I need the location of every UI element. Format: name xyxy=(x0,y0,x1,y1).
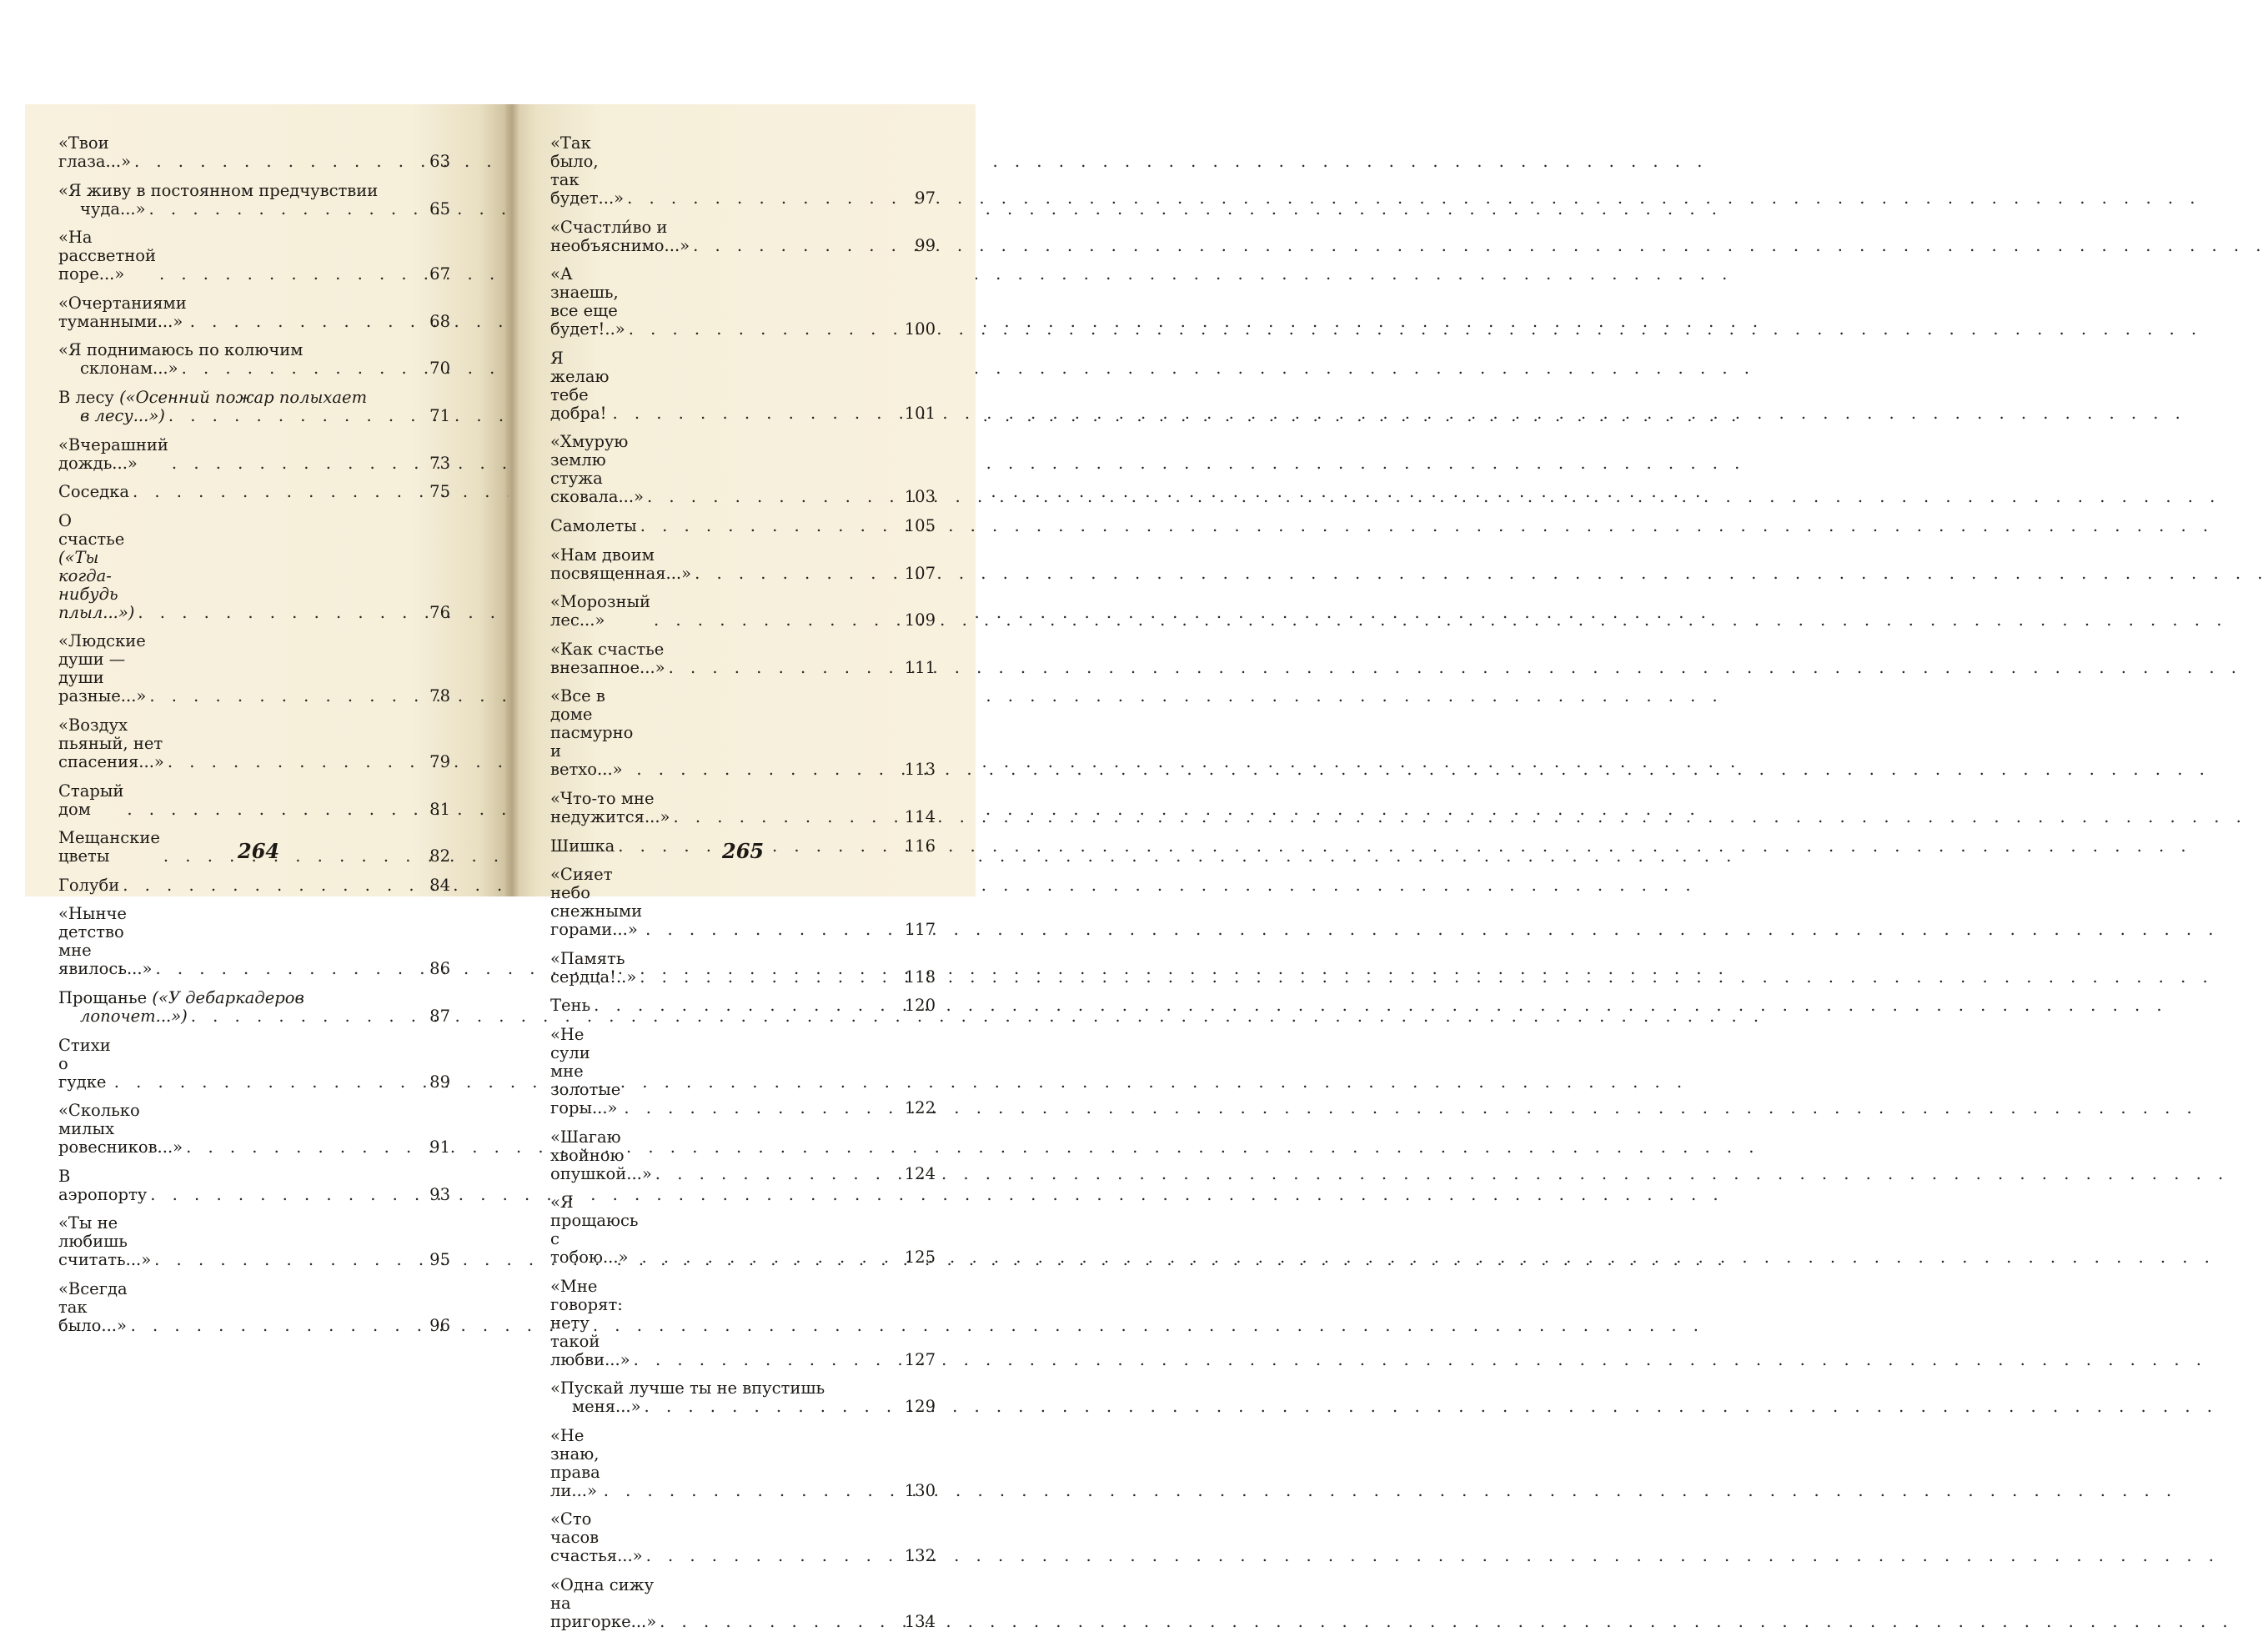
toc-page-number: 65 xyxy=(429,198,450,218)
toc-entry-title xyxy=(58,1167,147,1204)
toc-title-text: «Сто часов счастья...» xyxy=(550,1509,643,1566)
dot-leader xyxy=(643,1547,2220,1565)
toc-entry-text xyxy=(550,866,892,939)
toc-entry-title xyxy=(58,632,146,706)
toc-entry-text xyxy=(58,436,407,473)
toc-entry xyxy=(550,866,936,939)
toc-page-number: 114 xyxy=(904,806,936,826)
toc-entry xyxy=(58,512,450,622)
page-number-right: 265 xyxy=(722,839,765,863)
toc-entry-title xyxy=(58,782,123,819)
toc-title-text: «Ты не любишь считать...» xyxy=(58,1213,152,1270)
toc-title-text: Тень xyxy=(550,996,591,1016)
toc-title-text: «Людские души — души разные...» xyxy=(58,631,147,706)
toc-title-text: «Не сули мне золотые горы...» xyxy=(550,1024,621,1117)
toc-entry-text xyxy=(550,546,892,583)
toc-entry-text xyxy=(58,632,407,706)
toc-entry xyxy=(58,632,450,706)
toc-entry-title xyxy=(550,433,644,506)
toc-title-text: В аэропорту xyxy=(58,1166,148,1204)
toc-entry-title xyxy=(550,1278,630,1369)
toc-entry-title xyxy=(550,593,650,630)
toc-entry xyxy=(550,687,936,779)
toc-entry xyxy=(550,1193,936,1267)
toc-title-italic: («Осенний пожар полыхает xyxy=(119,387,368,407)
toc-entry-text xyxy=(58,134,407,171)
toc-entry xyxy=(550,546,936,583)
toc-continuation-line xyxy=(550,1398,892,1416)
right-page xyxy=(509,104,976,1632)
toc-entry-text xyxy=(550,1193,892,1267)
toc-title-text: «Одна сижу на пригорке...» xyxy=(550,1575,657,1632)
toc-entry-title xyxy=(550,1510,643,1565)
toc-entry xyxy=(58,1280,450,1335)
toc-page-number: 95 xyxy=(429,1250,450,1270)
toc-title-text: «Я поднимаюсь по колючим xyxy=(58,340,304,360)
toc-entry-text xyxy=(550,134,892,208)
toc-title-text: «Всегда так было...» xyxy=(58,1278,128,1335)
toc-page-number: 86 xyxy=(429,959,450,979)
toc-entry-text xyxy=(58,876,407,895)
toc-entry-title xyxy=(550,1427,600,1500)
toc-page-number: 70 xyxy=(429,359,450,379)
dot-leader xyxy=(636,968,2213,987)
toc-page-number: 109 xyxy=(904,610,936,630)
toc-entry-text xyxy=(58,989,407,1026)
toc-entry-text xyxy=(550,997,892,1015)
dot-leader xyxy=(624,189,2200,208)
dot-leader xyxy=(590,997,2167,1015)
toc-page-number: 105 xyxy=(904,515,936,535)
toc-entry-text xyxy=(550,1427,892,1500)
toc-title-text: Старый дом xyxy=(58,781,124,819)
toc-entry xyxy=(550,1278,936,1369)
dot-leader xyxy=(615,837,2191,856)
toc-title-text: «Счастли́во и необъяснимо...» xyxy=(550,217,690,255)
toc-page-number: 132 xyxy=(904,1546,936,1566)
toc-entry-text xyxy=(58,1214,407,1269)
toc-entry-title xyxy=(550,687,633,779)
toc-entry-text xyxy=(550,950,892,987)
toc-page-number: 73 xyxy=(429,453,450,473)
toc-page-number: 116 xyxy=(904,836,936,856)
toc-title-text: «Сияет небо снежными горами...» xyxy=(550,865,643,940)
toc-entry-text xyxy=(58,905,407,978)
toc-entry xyxy=(550,950,936,987)
toc-entry xyxy=(58,876,450,895)
toc-page-number: 97 xyxy=(915,188,936,208)
toc-continuation-line xyxy=(58,1007,407,1026)
toc-page-number: 75 xyxy=(429,482,450,502)
toc-entry-text xyxy=(550,218,892,255)
toc-entry-title xyxy=(58,389,407,407)
toc-entry-text xyxy=(550,593,892,630)
toc-entry xyxy=(58,782,450,819)
toc-page-number: 125 xyxy=(904,1248,936,1268)
toc-entry-text xyxy=(58,1037,407,1092)
dot-leader xyxy=(644,488,2220,506)
toc-entry xyxy=(58,1214,450,1269)
toc-entry-title xyxy=(550,837,615,856)
dot-leader xyxy=(625,320,2202,339)
dot-leader xyxy=(609,404,2185,423)
toc-page-number: 113 xyxy=(904,760,936,780)
toc-continuation-line xyxy=(58,407,407,425)
toc-entry-title xyxy=(58,483,129,501)
toc-page-number: 89 xyxy=(429,1072,450,1092)
toc-entry-title xyxy=(58,1280,128,1335)
toc-entry-text xyxy=(550,1026,892,1117)
toc-page-number: 76 xyxy=(429,602,450,622)
toc-entry xyxy=(550,433,936,506)
toc-entry-title xyxy=(58,905,152,978)
toc-entry-title xyxy=(550,265,625,339)
toc-entry xyxy=(550,349,936,423)
toc-entry-text xyxy=(550,1128,892,1183)
toc-entry xyxy=(550,790,936,826)
toc-title-text: Самолеты xyxy=(550,515,637,535)
toc-title-text: «Воздух пьяный, нет спасения...» xyxy=(58,715,164,771)
toc-entry xyxy=(550,593,936,630)
toc-entry xyxy=(550,218,936,255)
toc-page-number: 107 xyxy=(904,563,936,583)
toc-entry-text xyxy=(550,837,892,856)
toc-page-number: 100 xyxy=(904,319,936,339)
toc-page-number: 127 xyxy=(904,1349,936,1369)
toc-entry xyxy=(58,436,450,473)
toc-entry xyxy=(550,1576,936,1631)
toc-page-number: 71 xyxy=(429,405,450,425)
toc-page-number: 124 xyxy=(904,1163,936,1183)
toc-title-text: «Сколько милых ровесников...» xyxy=(58,1101,183,1157)
toc-title-text: «Нам двоим посвященная...» xyxy=(550,545,692,583)
toc-entry-text xyxy=(550,790,892,826)
toc-title-text: «Нынче детство мне явилось...» xyxy=(58,904,153,979)
toc-entry-title xyxy=(550,997,590,1015)
toc-page-number: 87 xyxy=(429,1006,450,1026)
toc-page-number: 93 xyxy=(429,1184,450,1204)
toc-entry-text xyxy=(58,341,407,378)
dot-leader xyxy=(650,611,2227,630)
toc-page-number: 117 xyxy=(904,920,936,940)
toc-title-text: «Не знаю, права ли...» xyxy=(550,1425,600,1500)
table-of-contents-left xyxy=(58,134,450,1345)
toc-title-text: «На рассветной поре...» xyxy=(58,228,156,284)
toc-entry-title xyxy=(58,716,164,771)
toc-entry-text xyxy=(550,517,892,535)
toc-title-text: «Очертаниями туманными...» xyxy=(58,293,187,331)
toc-page-number: 78 xyxy=(429,686,450,706)
dot-leader xyxy=(637,517,2214,535)
toc-entry-text xyxy=(550,265,892,339)
toc-entry-text xyxy=(550,433,892,506)
toc-entry xyxy=(550,1379,936,1416)
toc-title-text: «Пускай лучше ты не впустишь xyxy=(550,1378,825,1398)
toc-entry-text xyxy=(58,829,407,866)
toc-entry xyxy=(550,1128,936,1183)
toc-entry-text xyxy=(58,182,407,218)
toc-title-text: «Что-то мне недужится...» xyxy=(550,788,670,826)
toc-entry-text xyxy=(58,228,407,284)
dot-leader xyxy=(641,1398,2218,1416)
toc-page-number: 129 xyxy=(904,1397,936,1417)
toc-entry-text xyxy=(58,782,407,819)
toc-entry-title xyxy=(58,134,131,171)
toc-continuation-text: в лесу...») xyxy=(80,405,165,425)
toc-entry xyxy=(58,1102,450,1157)
toc-title-text: Прощанье xyxy=(58,987,153,1007)
toc-title-text: Я желаю тебе добра! xyxy=(550,348,610,423)
toc-page-number: 82 xyxy=(429,846,450,866)
toc-title-italic: («Ты когда-нибудь плыл...») xyxy=(58,547,135,622)
toc-title-text: «Мне говорят: нету такой любви...» xyxy=(550,1276,630,1369)
toc-page-number: 103 xyxy=(904,487,936,507)
toc-entry xyxy=(550,1026,936,1117)
toc-title-text: «Шагаю хвойною опушкой...» xyxy=(550,1127,652,1183)
toc-entry-title xyxy=(58,341,407,359)
toc-page-number: 99 xyxy=(915,235,936,255)
toc-title-text: О счастье xyxy=(58,510,125,549)
toc-entry-title xyxy=(550,866,642,939)
toc-entry-text xyxy=(550,1576,892,1631)
toc-title-text: Стихи о гудке xyxy=(58,1035,111,1092)
toc-entry-title xyxy=(58,228,156,284)
toc-entry xyxy=(58,483,450,501)
toc-entry xyxy=(58,294,450,331)
toc-entry xyxy=(58,905,450,978)
toc-title-italic: («У дебаркадеров xyxy=(152,987,304,1007)
toc-entry xyxy=(58,182,450,218)
toc-entry-title xyxy=(58,182,407,200)
toc-entry-title xyxy=(550,546,691,583)
toc-entry-title xyxy=(550,640,665,677)
toc-entry-text xyxy=(550,349,892,423)
toc-entry-text xyxy=(550,1278,892,1369)
dot-leader xyxy=(652,1165,2229,1183)
dot-leader xyxy=(630,1351,2207,1369)
toc-entry-title xyxy=(550,517,637,535)
toc-entry-title xyxy=(58,829,160,866)
toc-entry-title xyxy=(58,436,168,473)
toc-title-text: «Вчерашний дождь...» xyxy=(58,434,168,473)
toc-entry-text xyxy=(58,389,407,425)
toc-title-text: Шишка xyxy=(550,836,615,856)
toc-entry-title xyxy=(550,1128,652,1183)
toc-page-number: 79 xyxy=(429,751,450,771)
toc-page-number: 91 xyxy=(429,1137,450,1157)
toc-entry xyxy=(550,1510,936,1565)
toc-title-text: «Хмурую землю стужа сковала...» xyxy=(550,432,644,507)
toc-entry xyxy=(550,517,936,535)
toc-entry xyxy=(58,716,450,771)
toc-entry-text xyxy=(58,294,407,331)
page-number-left: 264 xyxy=(238,839,280,863)
toc-entry xyxy=(58,1167,450,1204)
toc-page-number: 122 xyxy=(904,1097,936,1117)
toc-entry xyxy=(58,134,450,171)
toc-title-text: «Морозный лес...» xyxy=(550,592,651,630)
toc-entry-text xyxy=(58,1102,407,1157)
toc-entry xyxy=(58,341,450,378)
dot-leader xyxy=(638,1248,2215,1267)
toc-entry-title xyxy=(58,876,119,895)
toc-page-number: 111 xyxy=(904,657,936,677)
toc-title-text: Голуби xyxy=(58,875,120,895)
toc-entry xyxy=(550,1427,936,1500)
toc-title-text: В лесу xyxy=(58,387,120,407)
toc-entry-title xyxy=(58,1214,151,1269)
toc-entry xyxy=(550,134,936,208)
toc-page-number: 63 xyxy=(429,152,450,171)
toc-entry-title xyxy=(58,1037,111,1092)
toc-entry xyxy=(58,1037,450,1092)
toc-entry-text xyxy=(550,1379,892,1416)
dot-leader xyxy=(600,1482,2177,1500)
toc-entry xyxy=(550,265,936,339)
toc-entry-title xyxy=(550,950,636,987)
toc-continuation-text: меня...» xyxy=(572,1397,641,1417)
dot-leader xyxy=(633,761,2210,779)
toc-entry xyxy=(58,228,450,284)
dot-leader xyxy=(620,1099,2197,1117)
toc-title-text: «Память сердца!..» xyxy=(550,948,637,987)
toc-page-number: 67 xyxy=(429,264,450,284)
toc-entry-text xyxy=(550,687,892,779)
toc-entry-title xyxy=(550,1026,620,1117)
toc-entry-title xyxy=(58,1102,183,1157)
toc-continuation-text: лопочет...») xyxy=(80,1006,188,1026)
toc-page-number: 134 xyxy=(904,1612,936,1632)
toc-entry xyxy=(58,989,450,1026)
toc-page-number: 118 xyxy=(904,967,936,987)
toc-entry xyxy=(58,389,450,425)
toc-title-text: «Я живу в постоянном предчувствии xyxy=(58,180,379,200)
toc-entry-title xyxy=(550,134,624,208)
toc-continuation-line xyxy=(58,359,407,378)
toc-entry-text xyxy=(58,483,407,501)
toc-page-number: 81 xyxy=(429,799,450,819)
toc-page-number: 101 xyxy=(904,403,936,423)
toc-page-number: 68 xyxy=(429,311,450,331)
toc-entry-title xyxy=(550,218,690,255)
left-page xyxy=(25,104,509,1335)
book-spread xyxy=(25,104,976,1632)
toc-entry-title xyxy=(58,294,187,331)
toc-entry-text xyxy=(58,1167,407,1204)
toc-title-text: «Я прощаюсь с тобою...» xyxy=(550,1193,639,1268)
toc-entry xyxy=(550,640,936,677)
toc-entry-text xyxy=(550,640,892,677)
toc-page-number: 84 xyxy=(429,875,450,895)
toc-page-number: 130 xyxy=(904,1480,936,1500)
toc-title-text: Мещанские цветы xyxy=(58,828,160,866)
toc-title-text: «Твои глаза...» xyxy=(58,133,132,171)
toc-title-text: «Так было, так будет...» xyxy=(550,133,625,208)
toc-entry-title xyxy=(550,1193,638,1267)
toc-entry-title xyxy=(58,989,407,1007)
toc-entry xyxy=(550,997,936,1015)
toc-entry-text xyxy=(58,512,407,622)
toc-title-text: «Как счастье внезапное...» xyxy=(550,639,665,677)
toc-continuation-line xyxy=(58,200,407,218)
toc-page-number: 96 xyxy=(429,1315,450,1335)
toc-page-number: 120 xyxy=(904,996,936,1016)
toc-title-text: «Все в доме пасмурно и ветхо...» xyxy=(550,686,634,780)
toc-entry-title xyxy=(550,790,670,826)
dot-leader xyxy=(642,921,2219,939)
toc-title-text: «А знаешь, все еще будет!..» xyxy=(550,264,625,339)
toc-title-text: Соседка xyxy=(58,482,129,502)
toc-continuation-text: склонам...» xyxy=(80,359,178,379)
toc-entry-text xyxy=(550,1510,892,1565)
toc-entry-title xyxy=(550,1379,892,1398)
toc-entry-title xyxy=(58,512,134,622)
toc-continuation-text: чуда...» xyxy=(80,198,146,218)
table-of-contents-right xyxy=(550,134,936,1642)
toc-entry-title xyxy=(550,1576,656,1631)
toc-entry-text xyxy=(58,1280,407,1335)
toc-entry-title xyxy=(550,349,609,423)
toc-entry-text xyxy=(58,716,407,771)
